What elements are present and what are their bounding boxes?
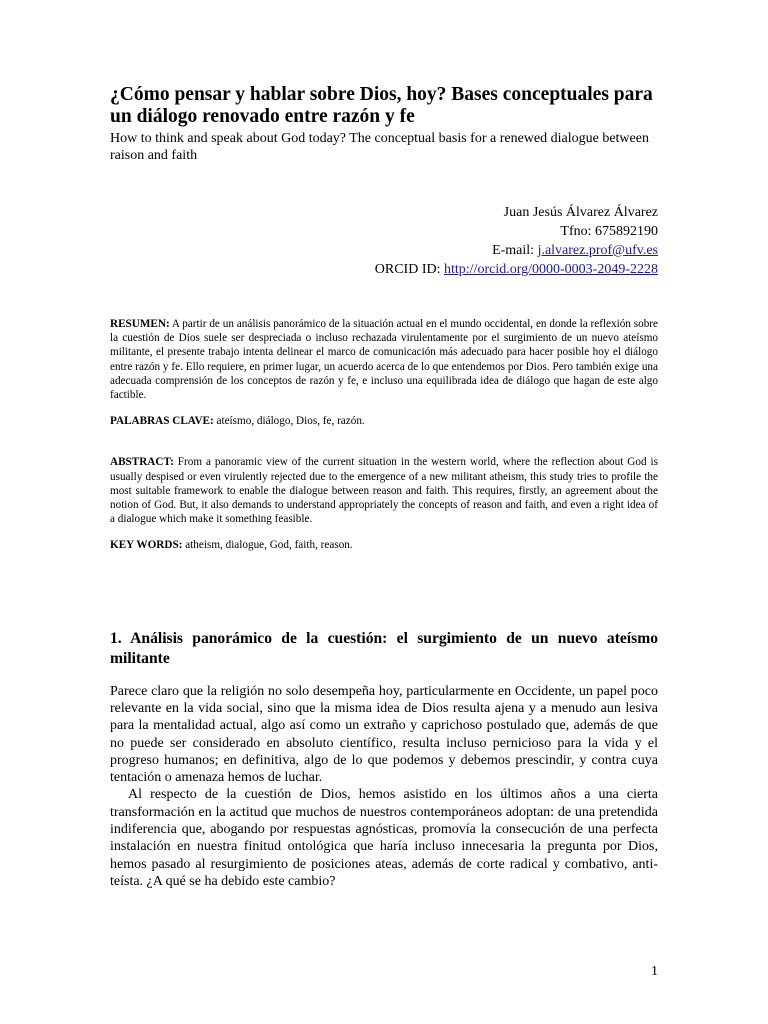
- orcid-label: ORCID ID:: [374, 262, 444, 277]
- author-block: [110, 203, 658, 279]
- palabras-clave-paragraph: [110, 414, 658, 428]
- body-paragraph: Parece claro que la religión no solo desempeña hoy, particularmente en Occidente, un papel poco relevante en la vida social, sino que la misma idea de Dios resulta ajena y a menudo aun lesiva para la mentalidad actual, algo así como un extraño y caprichoso postulado que, además de que no puede ser considerado en absoluto científico, resulta incluso pernicioso para la vida y el progreso humanos; en definitiva, algo de lo que podemos y debemos prescindir, y contra cuya tentación o amenaza hemos de luchar.: [110, 683, 658, 786]
- abstract-paragraph: [110, 455, 658, 526]
- body-paragraph: Al respecto de la cuestión de Dios, hemos asistido en los últimos años a una cierta transformación en la actitud que muchos de nuestros contemporáneos adoptan: de una pretendida indiferencia que, abogando por respuestas agnósticas, promovía la consecución de una perfecta instalación en nuestra finitud ontológica que haría incluso innecesaria la pregunta por Dios, hemos pasado al resurgimiento de posiciones ateas, además de corte radical y combativo, anti-teísta. ¿A qué se ha debido este cambio?: [110, 787, 658, 889]
- author-orcid-line: [110, 260, 658, 279]
- abstract-text: From a panoramic view of the current situation in the western world, where the reflection about God is usually despised or even virulently rejected due to the emergence of a new militant atheism, this study tries to profile the most suitable framework to enable the dialogue between reason and faith. This requires, firstly, an agreement about the notion of God. But, it also demands to understand appropriately the concepts of reason and faith, and even a right idea of a dialogue which make it something feasible.: [110, 456, 658, 526]
- resumen-label: RESUMEN:: [110, 318, 170, 330]
- author-phone: Tfno: 675892190: [560, 224, 658, 239]
- abstract-label: ABSTRACT:: [110, 456, 174, 469]
- author-name: Juan Jesús Álvarez Álvarez: [503, 205, 658, 220]
- author-email-line: [110, 241, 658, 260]
- resumen-text: A partir de un análisis panorámico de la situación actual en el mundo occidental, en donde la reflexión sobre la cuestión de Dios suele ser despreciada o incluso rechazada virulentamente por el surgimiento de un nuevo ateísmo militante, el presente trabajo intenta delinear el marco de comunicación más adecuado para hacer posible hoy el diálogo entre razón y fe. Ello requiere, en primer lugar, un acuerdo acerca de lo que entendemos por Dios. Pero también exige una adecuada comprensión de los conceptos de razón y fe, e incluso una equilibrada idea de diálogo que hagan de este algo factible.: [110, 318, 658, 402]
- key-words-text: atheism, dialogue, God, faith, reason.: [182, 539, 353, 552]
- resumen-paragraph: [110, 317, 658, 402]
- paper-subtitle: How to think and speak about God today? The conceptual basis for a renewed dialogue between raison and faith: [110, 131, 649, 163]
- orcid-link[interactable]: http://orcid.org/0000-0003-2049-2228: [444, 262, 658, 277]
- key-words-label: KEY WORDS:: [110, 539, 183, 552]
- section-heading: 1. Análisis panorámico de la cuestión: el surgimiento de un nuevo ateísmo militante: [110, 629, 658, 667]
- email-link[interactable]: j.alvarez.prof@ufv.es: [537, 243, 658, 258]
- paper-title: ¿Cómo pensar y hablar sobre Dios, hoy? Bases conceptuales para un diálogo renovado entre razón y fe: [110, 84, 653, 127]
- abstract-section: [110, 317, 658, 553]
- palabras-clave-text: ateísmo, diálogo, Dios, fe, razón.: [213, 415, 365, 428]
- page-number: 1: [651, 964, 658, 979]
- palabras-clave-label: PALABRAS CLAVE:: [110, 415, 214, 428]
- section-body: [110, 683, 658, 891]
- email-label: E-mail:: [492, 243, 538, 258]
- key-words-paragraph: [110, 538, 658, 552]
